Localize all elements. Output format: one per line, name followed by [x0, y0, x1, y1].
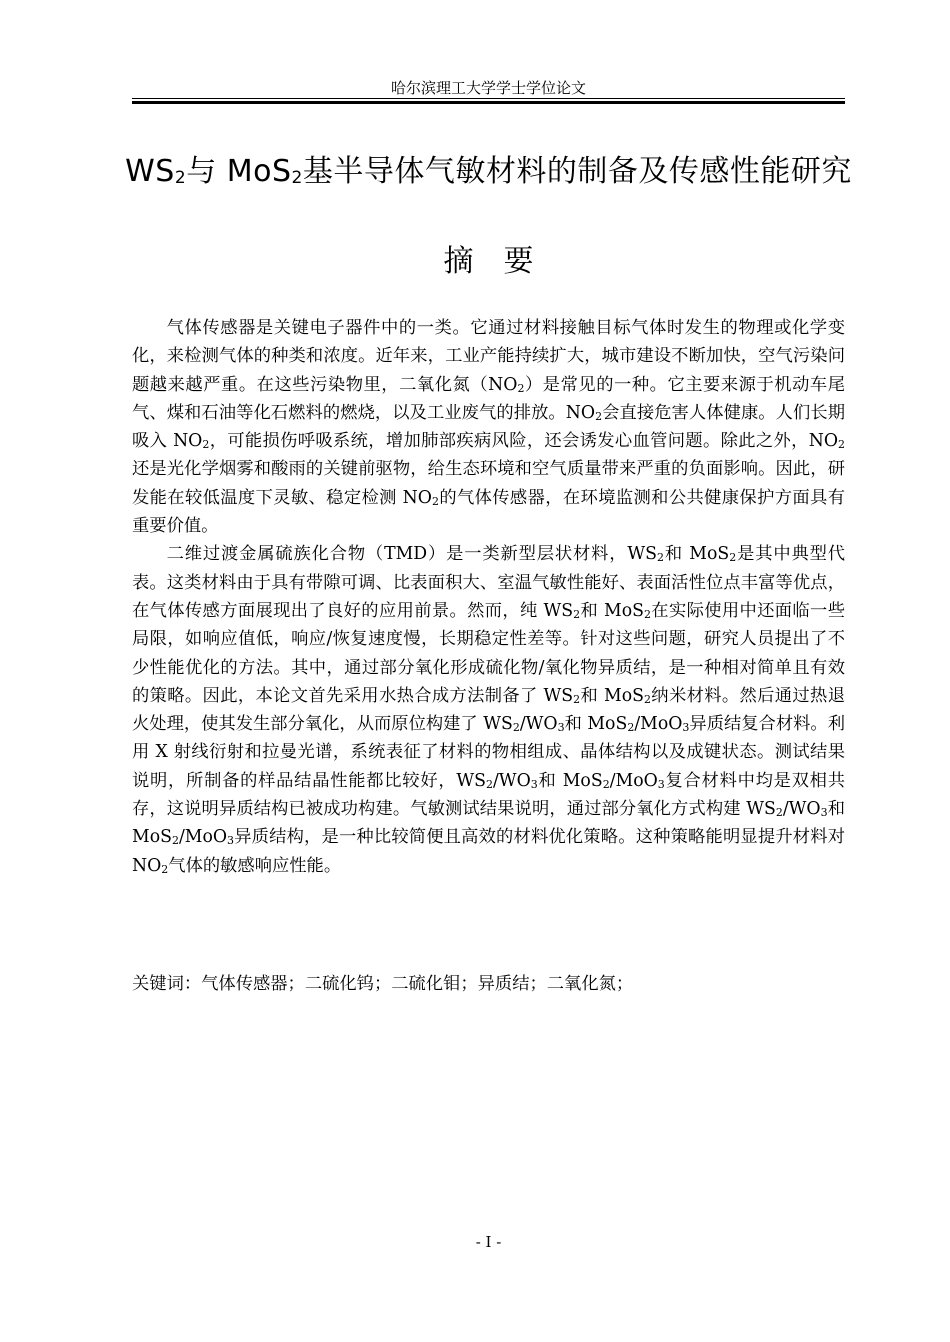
abstract-body [132, 314, 845, 880]
abstract-heading: 摘 要 [443, 244, 534, 279]
abstract-paragraph-1: 气体传感器是关键电子器件中的一类。它通过材料接触目标气体时发生的物理或化学变化，来检测气体的种类和浓度。近年来，工业产能持续扩大，城市建设不断加快，空气污染问题越来越严重。在这些污染物里，二氧化氮$(NO_2)$是常见的一种。它主要来源于机动车尾气、煤和石油等化石燃料的燃烧，以及工业废气的排放。$NO_2$会直接危害人体健康。人们长期吸入 $NO_2$，可能损伤呼吸系统，增加肺部疾病风险，还会诱发心血管问题。除此之外，$NO_2$还是光化学烟雾和酸雨的关键前驱物，给生态环境和空气质量带来严重的负面影响。因此，研发能在较低温度下灵敏、稳定检测 $NO_2$的气体传感器，在环境监测和公共健康保护方面具有重要价值。 [132, 318, 845, 537]
title-subscript: 2 [174, 168, 187, 188]
title-text: WS [125, 154, 175, 189]
header-rule-thin [132, 98, 845, 99]
title-text: 基半导体气敏材料的制备及传感性能研究 [302, 154, 852, 189]
header-rule-thick [132, 101, 845, 104]
keywords-text: 气体传感器；二硫化钨；二硫化钼；异质结；二氧化氮； [201, 974, 634, 994]
keywords-line [132, 970, 845, 998]
keywords-label: 关键词： [132, 974, 202, 994]
thesis-title [122, 152, 855, 192]
abstract-paragraph-2: 二维过渡金属硫族化合物（TMD）是一类新型层状材料，$WS_2$和 MoS$_2$是其中典型代表。这类材料由于具有带隙可调、比表面积大、室温气敏性能好、表面活性位点丰富等优点，在气体传感方面展现出了良好的应用前景。然而，纯 $WS_2$和 MoS$_2$在实际使用中还面临一些局限，如响应值低，响应/恢复速度慢，长期稳定性差等。针对这些问题，研究人员提出了不少性能优化的方法。其中，通过部分氧化形成硫化物/氧化物异质结，是一种相对简单且有效的策略。因此，本论文首先采用水热合成方法制备了 $WS_2$和 MoS$_2$纳米材料。然后通过热退火处理，使其发生部分氧化，从而原位构建了 $WS_2/WO_3$和 MoS$_2$/MoO$_3$异质结复合材料。利用 X 射线衍射和拉曼光谱，系统表征了材料的物相组成、晶体结构以及成键状态。测试结果说明，所制备的样品结晶性能都比较好，$WS_2/WO_3$和 MoS$_2$/MoO$_3$复合材料中均是双相共存，这说明异质结构已被成功构建。气敏测试结果说明，通过部分氧化方式构建 $WS_2/WO_3$和 MoS$_2$/MoO$_3$异质结构，是一种比较简便且高效的材料优化策略。这种策略能明显提升材料对 $NO_2$气体的敏感响应性能。 [132, 544, 845, 876]
running-header: 哈尔滨理工大学学士学位论文 [390, 79, 586, 97]
title-text: 与 MoS [186, 154, 292, 189]
page-number: - I - [475, 1233, 502, 1251]
title-subscript: 2 [291, 168, 303, 188]
